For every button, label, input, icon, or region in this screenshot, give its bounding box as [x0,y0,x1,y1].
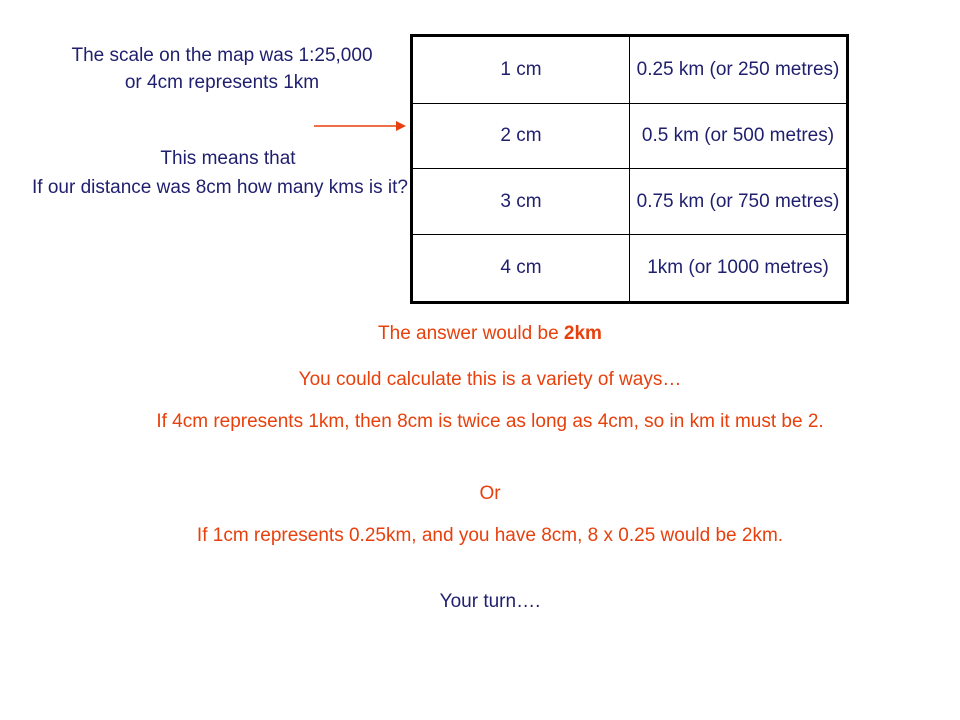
explanation-text: If 4cm represents 1km, then 8cm is twice as long as 4cm, so in km it must be 2. [156,411,824,432]
map-distance-cell: 3 cm [412,169,630,235]
map-distance-cell: 1 cm [412,36,630,104]
or-text: Or [479,483,501,504]
question-text: If our distance was 8cm how many kms is it? [32,177,408,198]
table-row [412,103,848,169]
scale-conversion-table [410,34,849,304]
pointer-arrow-icon [312,116,408,136]
scale-intro-text: The scale on the map was 1:25,000 or 4cm represents 1km [71,45,373,93]
table-row [412,36,848,104]
answer-line [100,320,880,348]
real-distance-cell: 1km (or 1000 metres) [630,235,848,303]
table-row [412,235,848,303]
your-turn-text: Your turn…. [439,591,541,612]
alternative-method-text: If 1cm represents 0.25km, and you have 8cm, 8 x 0.25 would be 2km. [196,525,784,546]
real-distance-cell: 0.5 km (or 500 metres) [630,103,848,169]
answer-value: 2km [563,323,602,344]
map-distance-cell: 4 cm [412,235,630,303]
real-distance-cell: 0.75 km (or 750 metres) [630,169,848,235]
map-distance-cell: 2 cm [412,103,630,169]
table-row [412,169,848,235]
real-distance-cell: 0.25 km (or 250 metres) [630,36,848,104]
answer-prefix: The answer would be [378,323,564,344]
means-that-text: This means that [160,148,296,169]
ways-text: You could calculate this is a variety of ways… [298,369,682,390]
